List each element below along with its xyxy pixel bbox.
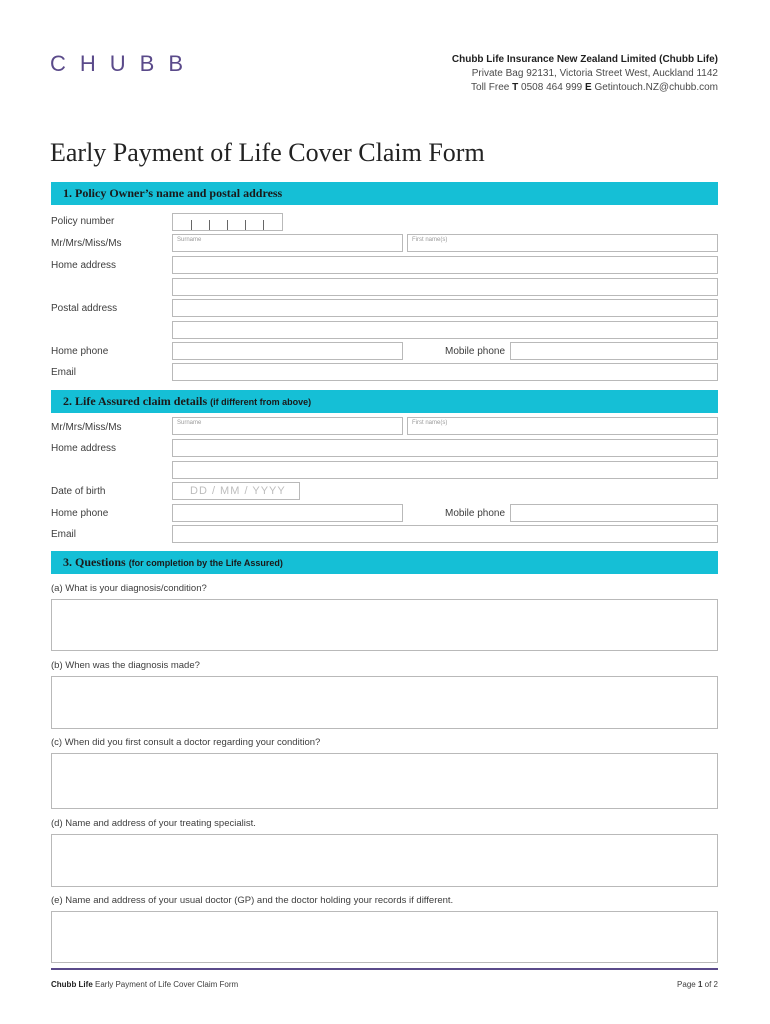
page-title: Early Payment of Life Cover Claim Form	[50, 138, 485, 167]
owner-postal-address-label: Postal address	[51, 303, 118, 314]
footer-divider	[51, 968, 718, 970]
question-d-answer[interactable]	[51, 834, 718, 887]
dob-field[interactable]	[172, 482, 300, 500]
firstname-placeholder: First name(s)	[412, 420, 448, 426]
owner-mobile-phone-label: Mobile phone	[445, 346, 506, 357]
page-total: 2	[713, 980, 718, 989]
owner-home-address-line-2[interactable]	[172, 278, 718, 296]
owner-firstname-field[interactable]	[407, 234, 718, 252]
owner-home-phone-label: Home phone	[51, 346, 109, 357]
question-c-answer[interactable]	[51, 753, 718, 809]
footer-doc-title	[51, 980, 238, 989]
section-2-header	[51, 390, 718, 413]
section-3-title: 3. Questions	[63, 555, 126, 569]
page-indicator	[677, 980, 718, 989]
company-info	[452, 53, 718, 95]
question-d-label: (d) Name and address of your treating specialist.	[51, 818, 256, 829]
owner-home-address-line-1[interactable]	[172, 256, 718, 274]
section-2-note: (if different from above)	[210, 397, 312, 407]
assured-home-phone-field[interactable]	[172, 504, 403, 522]
logo-text: CHUBB	[50, 53, 198, 75]
owner-email-label: Email	[51, 367, 77, 378]
assured-home-address-line-2[interactable]	[172, 461, 718, 479]
digit-divider	[227, 220, 228, 230]
digit-divider	[245, 220, 246, 230]
footer-doc-name: Early Payment of Life Cover Claim Form	[95, 980, 239, 989]
section-2-title-wrap	[63, 394, 311, 409]
surname-placeholder: Surname	[177, 420, 202, 426]
company-contact	[452, 81, 718, 95]
assured-firstname-field[interactable]	[407, 417, 718, 435]
digit-divider	[263, 220, 264, 230]
section-2-title: 2. Life Assured claim details	[63, 394, 208, 408]
question-a-label: (a) What is your diagnosis/condition?	[51, 583, 207, 594]
question-c-label: (c) When did you first consult a doctor regarding your condition?	[51, 737, 321, 748]
question-e-answer[interactable]	[51, 911, 718, 963]
phone-t-label: T	[512, 82, 519, 93]
owner-postal-address-line-2[interactable]	[172, 321, 718, 339]
question-a-answer[interactable]	[51, 599, 718, 651]
toll-free-label: Toll Free	[471, 82, 510, 93]
page-number: 1	[697, 980, 703, 989]
section-3-note: (for completion by the Life Assured)	[128, 558, 283, 568]
section-3-header	[51, 551, 718, 574]
page-label: Page	[677, 980, 696, 989]
section-1-header	[51, 182, 718, 205]
email-e-label: E	[585, 82, 592, 93]
owner-email-field[interactable]	[172, 363, 718, 381]
firstname-placeholder: First name(s)	[412, 237, 448, 243]
question-b-label: (b) When was the diagnosis made?	[51, 660, 200, 671]
owner-mobile-phone-field[interactable]	[510, 342, 718, 360]
dob-label: Date of birth	[51, 486, 106, 497]
question-b-answer[interactable]	[51, 676, 718, 729]
owner-home-phone-field[interactable]	[172, 342, 403, 360]
owner-postal-address-line-1[interactable]	[172, 299, 718, 317]
company-name: Chubb Life Insurance New Zealand Limited (Chubb Life)	[451, 54, 718, 65]
section-1-title: 1. Policy Owner’s name and postal address	[63, 186, 283, 200]
company-phone: 0508 464 999	[521, 82, 583, 93]
assured-email-field[interactable]	[172, 525, 718, 543]
owner-title-label: Mr/Mrs/Miss/Ms	[51, 238, 122, 249]
assured-mobile-phone-label: Mobile phone	[445, 508, 506, 519]
assured-title-label: Mr/Mrs/Miss/Ms	[51, 422, 122, 433]
assured-surname-field[interactable]	[172, 417, 403, 435]
policy-number-field[interactable]	[172, 213, 283, 231]
digit-divider	[191, 220, 192, 230]
section-3-title-wrap	[63, 555, 283, 570]
assured-home-phone-label: Home phone	[51, 508, 109, 519]
policy-number-label: Policy number	[51, 216, 115, 227]
company-email[interactable]: Getintouch.NZ@chubb.com	[594, 82, 718, 93]
digit-divider	[209, 220, 210, 230]
assured-mobile-phone-field[interactable]	[510, 504, 718, 522]
footer-brand: Chubb Life	[51, 980, 93, 989]
assured-home-address-label: Home address	[51, 443, 117, 454]
owner-home-address-label: Home address	[51, 260, 117, 271]
of-label: of	[704, 980, 712, 989]
surname-placeholder: Surname	[177, 237, 202, 243]
dob-placeholder: DD / MM / YYYY	[190, 485, 286, 497]
company-address: Private Bag 92131, Victoria Street West, Auckland 1142	[471, 68, 718, 79]
chubb-logo	[50, 53, 230, 75]
assured-home-address-line-1[interactable]	[172, 439, 718, 457]
owner-surname-field[interactable]	[172, 234, 403, 252]
assured-email-label: Email	[51, 529, 77, 540]
question-e-label: (e) Name and address of your usual doctor (GP) and the doctor holding your records if different.	[51, 895, 454, 906]
